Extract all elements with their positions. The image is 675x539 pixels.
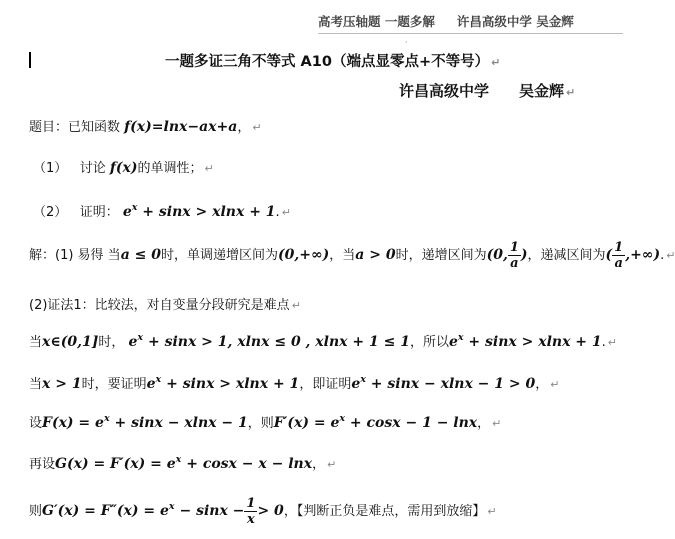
header-rule <box>318 33 623 34</box>
page-header <box>318 12 574 30</box>
proof-line-3: 设$F(x) = e^x + \sin x - xlnx - 1$，则$F'(x) = e^x + \cos x - 1 - \ln x$， ↵ <box>29 413 502 431</box>
fraction-1-over-x: $\frac{1}{x}$ <box>246 496 256 527</box>
solution-part-1: 解：(1) 易得 当a ≤ 0时，单调递增区间为(0,+∞)，当a > 0时，递增区间为(0, $\frac{1}{a}$ )，递减区间为( $\frac{1}{a}$ ,+∞). ↵ <box>29 240 675 271</box>
proof-heading: (2)证法1：比较法，对自变量分段研究是难点 ↵ <box>29 298 301 313</box>
proof-line-5: 则$G'(x) = F''(x) = e^x - \sin x$ − $\frac{1}{x}$ > 0，【判断正负是难点，需用到放缩】 ↵ <box>29 496 497 527</box>
proof-line-4: 再设$G(x) = F'(x) = e^x + \cos x - x - \ln x$， ↵ <box>29 454 337 472</box>
author-line: 许昌高级中学 吴金辉 ↵ <box>399 82 576 100</box>
document-title: 一题多证三角不等式 A10（端点显零点+不等号） ↵ <box>165 54 501 70</box>
part-2: （2） 证明： $e^x + \sin x > xlnx + 1$. ↵ <box>33 202 291 220</box>
problem-statement: 题目：已知函数 f(x)=lnx−ax+a， ↵ <box>29 119 262 135</box>
function-expr: f(x)=lnx−ax+a <box>124 119 238 135</box>
part-1: （1） 讨论 f(x)的单调性； ↵ <box>33 160 214 176</box>
proof-line-1: 当x∈(0,1]时， $e^x + \sin x > 1$, xlnx ≤ 0 , xlnx + 1 ≤ 1，所以$e^x + \sin x > xlnx + 1$. ↵ <box>29 332 618 350</box>
header-right: 许昌高级中学 吴金辉 <box>456 14 574 29</box>
fraction-1-over-a-2: $\frac{1}{a}$ <box>614 240 624 271</box>
fraction-1-over-a: $\frac{1}{a}$ <box>509 240 519 271</box>
text-cursor <box>29 52 31 68</box>
proof-line-2: 当x > 1时，要证明$e^x + \sin x > xlnx + 1$，即证明$e^x + \sin x - xlnx - 1 > 0$， ↵ <box>29 374 560 392</box>
header-left: 高考压轴题 一题多解 <box>318 14 435 29</box>
header-mark: · <box>405 38 408 47</box>
